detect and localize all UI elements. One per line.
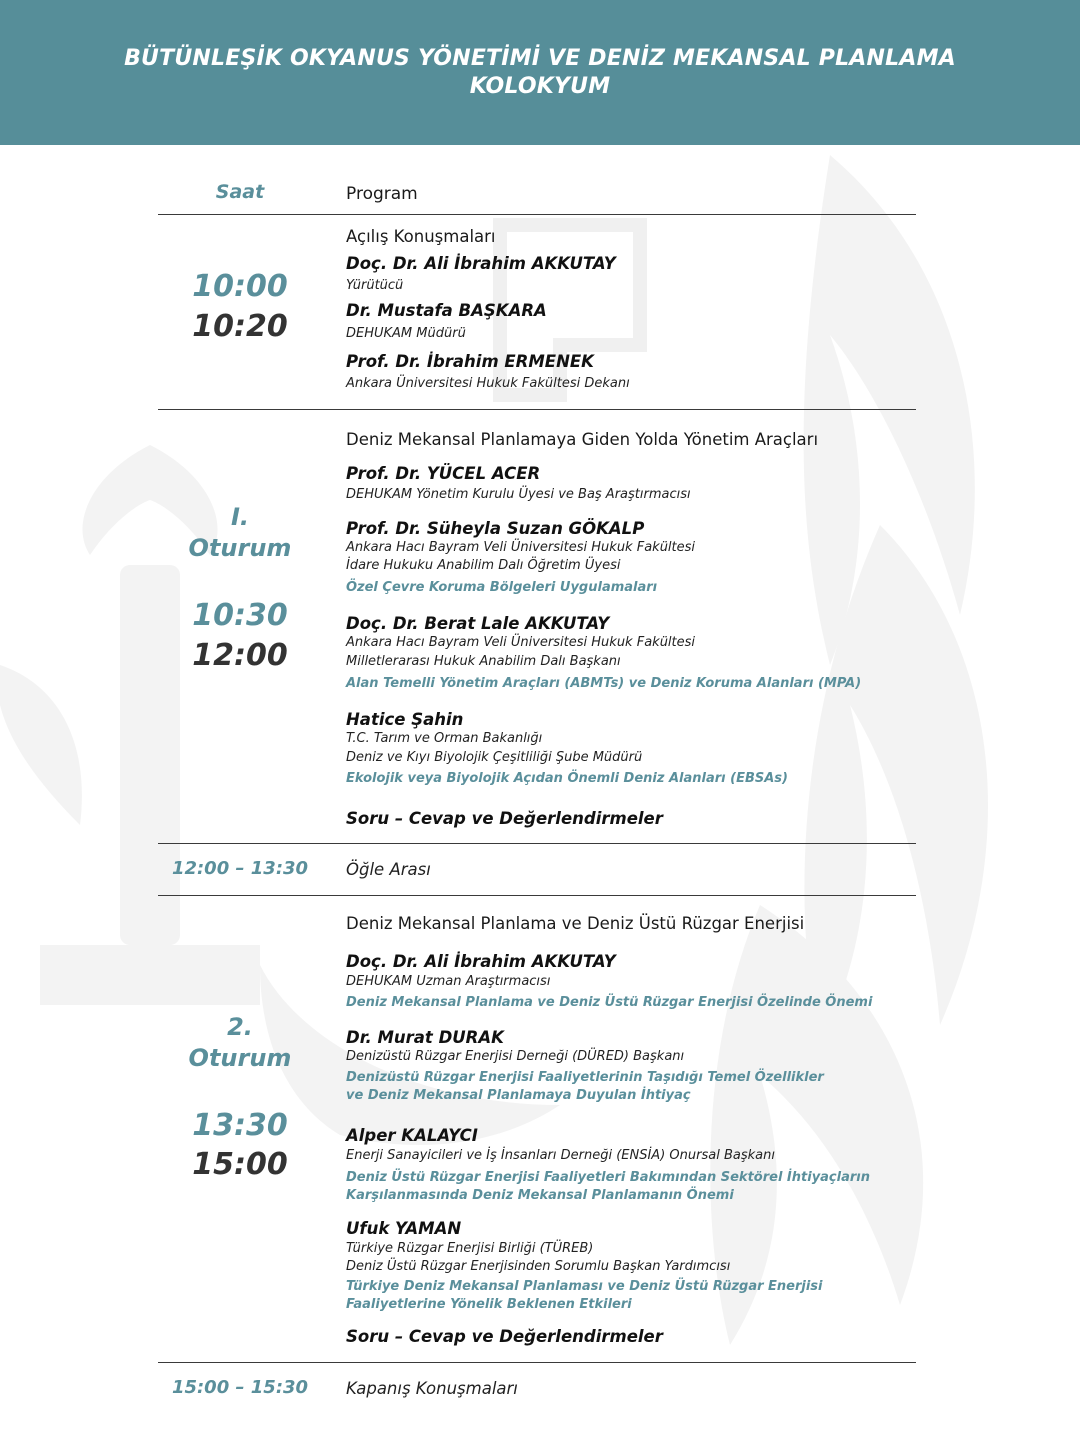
- talk-topic: Ekolojik veya Biyolojik Açıdan Önemli Deniz Alanları (EBSAs): [346, 771, 788, 786]
- speaker-role: Ankara Hacı Bayram Veli Üniversitesi Hukuk Fakültesi: [346, 635, 696, 650]
- speaker-role: Enerji Sanayicileri ve İş İnsanları Derneği (ENSİA) Onursal Başkanı: [346, 1148, 775, 1163]
- speaker-role: İdare Hukuku Anabilim Dalı Öğretim Üyesi: [346, 558, 621, 573]
- column-header-time: Saat: [215, 181, 265, 203]
- speaker-role: T.C. Tarım ve Orman Bakanlığı: [346, 731, 543, 746]
- divider: [158, 409, 916, 410]
- speaker-role: Denizüstü Rüzgar Enerjisi Derneği (DÜRED) Başkanı: [346, 1049, 685, 1064]
- session1-label-number: I.: [230, 503, 250, 531]
- speaker-role: Milletlerarası Hukuk Anabilim Dalı Başkanı: [346, 654, 621, 669]
- talk-topic: Faaliyetlerine Yönelik Beklenen Etkileri: [346, 1297, 632, 1312]
- session1-end-time: 12:00: [192, 638, 288, 673]
- qa-label: Soru – Cevap ve Değerlendirmeler: [346, 1327, 663, 1346]
- opening-start-time: 10:00: [192, 269, 288, 304]
- lunch-label: Öğle Arası: [346, 860, 431, 879]
- speaker-role: DEHUKAM Yönetim Kurulu Üyesi ve Baş Araştırmacısı: [346, 487, 691, 502]
- lunch-time-slot: 12:00 – 13:30: [171, 858, 309, 879]
- closing-label: Kapanış Konuşmaları: [346, 1379, 518, 1398]
- session2-start-time: 13:30: [192, 1108, 288, 1143]
- session2-end-time: 15:00: [192, 1147, 288, 1182]
- talk-topic: Deniz Üstü Rüzgar Enerjisi Faaliyetleri Bakımından Sektörel İhtiyaçların: [346, 1170, 870, 1185]
- speaker-role: Ankara Üniversitesi Hukuk Fakültesi Dekanı: [346, 376, 630, 391]
- speaker-role: Yürütücü: [346, 278, 404, 293]
- speaker-role: Deniz Üstü Rüzgar Enerjisinden Sorumlu Başkan Yardımcısı: [346, 1259, 731, 1274]
- speaker-name: Prof. Dr. YÜCEL ACER: [346, 464, 541, 483]
- talk-topic: Karşılanmasında Deniz Mekansal Planlamanın Önemi: [346, 1188, 734, 1203]
- session2-heading: Deniz Mekansal Planlama ve Deniz Üstü Rüzgar Enerjisi: [346, 914, 805, 933]
- divider: [158, 895, 916, 896]
- column-header-program: Program: [346, 184, 418, 204]
- speaker-name: Doç. Dr. Berat Lale AKKUTAY: [346, 614, 610, 633]
- page-title-line1: BÜTÜNLEŞİK OKYANUS YÖNETİMİ VE DENİZ MEKANSAL PLANLAMA: [124, 45, 956, 71]
- talk-topic: ve Deniz Mekansal Planlamaya Duyulan İhtiyaç: [346, 1088, 691, 1103]
- opening-heading: Açılış Konuşmaları: [346, 227, 496, 246]
- speaker-name: Ufuk YAMAN: [346, 1219, 462, 1238]
- page-title-line2: KOLOKYUM: [469, 73, 611, 99]
- closing-time-slot: 15:00 – 15:30: [171, 1377, 309, 1398]
- speaker-name: Alper KALAYCI: [346, 1126, 478, 1145]
- speaker-role: DEHUKAM Müdürü: [346, 326, 466, 341]
- talk-topic: Özel Çevre Koruma Bölgeleri Uygulamaları: [346, 580, 658, 595]
- talk-topic: Türkiye Deniz Mekansal Planlaması ve Deniz Üstü Rüzgar Enerjisi: [346, 1279, 823, 1294]
- divider: [158, 843, 916, 844]
- session2-label: Oturum: [188, 1044, 292, 1072]
- speaker-name: Dr. Murat DURAK: [346, 1028, 504, 1047]
- talk-topic: Deniz Mekansal Planlama ve Deniz Üstü Rüzgar Enerjisi Özelinde Önemi: [346, 995, 873, 1010]
- speaker-role: Türkiye Rüzgar Enerjisi Birliği (TÜREB): [346, 1241, 594, 1256]
- speaker-role: Ankara Hacı Bayram Veli Üniversitesi Hukuk Fakültesi: [346, 540, 696, 555]
- speaker-name: Hatice Şahin: [346, 710, 464, 729]
- header-banner: [0, 0, 1080, 145]
- divider: [158, 214, 916, 215]
- speaker-name: Dr. Mustafa BAŞKARA: [346, 301, 547, 320]
- speaker-role: Deniz ve Kıyı Biyolojik Çeşitliliği Şube Müdürü: [346, 750, 643, 765]
- session1-heading: Deniz Mekansal Planlamaya Giden Yolda Yönetim Araçları: [346, 430, 819, 449]
- session1-start-time: 10:30: [192, 598, 288, 633]
- session2-label-number: 2.: [227, 1013, 253, 1041]
- talk-topic: Alan Temelli Yönetim Araçları (ABMTs) ve Deniz Koruma Alanları (MPA): [346, 676, 862, 691]
- divider: [158, 1362, 916, 1363]
- opening-end-time: 10:20: [192, 309, 288, 344]
- speaker-name: Doç. Dr. Ali İbrahim AKKUTAY: [346, 952, 616, 971]
- session1-label: Oturum: [188, 534, 292, 562]
- speaker-role: DEHUKAM Uzman Araştırmacısı: [346, 974, 551, 989]
- talk-topic: Denizüstü Rüzgar Enerjisi Faaliyetlerinin Taşıdığı Temel Özellikler: [346, 1070, 824, 1085]
- speaker-name: Prof. Dr. İbrahim ERMENEK: [346, 352, 594, 371]
- qa-label: Soru – Cevap ve Değerlendirmeler: [346, 809, 663, 828]
- speaker-name: Prof. Dr. Süheyla Suzan GÖKALP: [346, 519, 645, 538]
- speaker-name: Doç. Dr. Ali İbrahim AKKUTAY: [346, 254, 616, 273]
